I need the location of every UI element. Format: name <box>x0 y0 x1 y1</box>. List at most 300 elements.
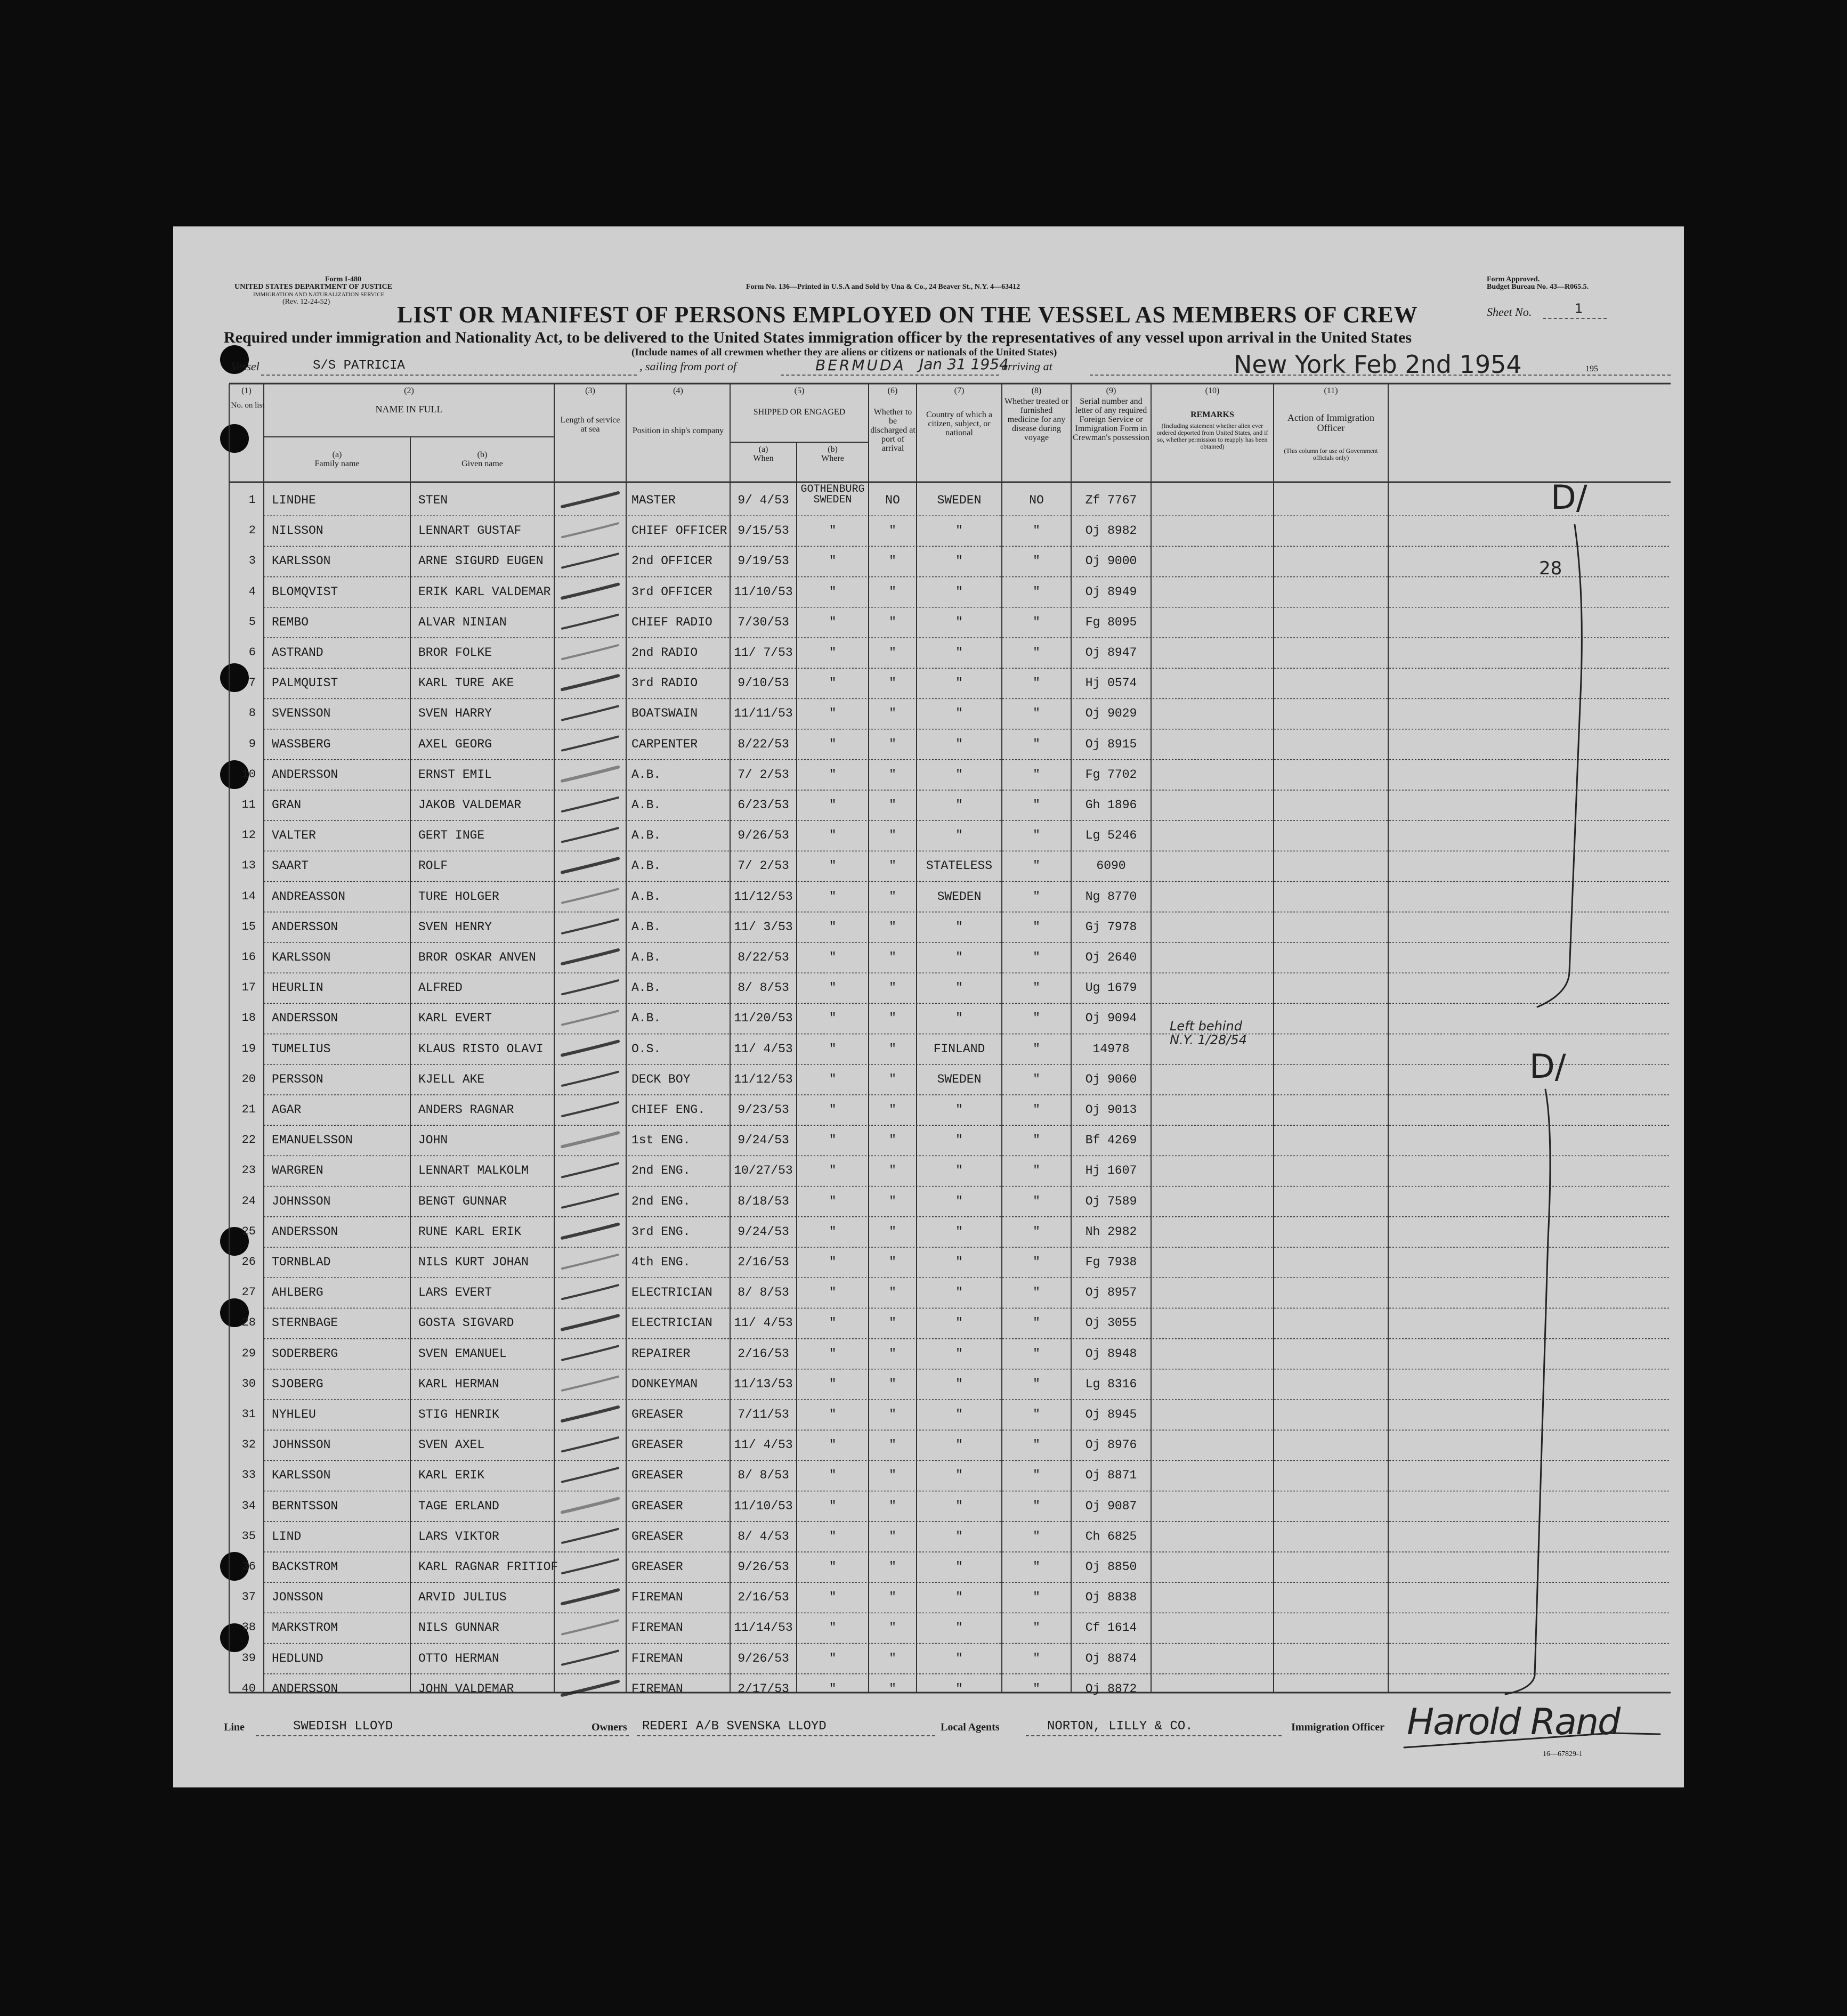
cell-discharge: " <box>889 1651 896 1665</box>
col1-header: No. on list <box>231 401 265 410</box>
form-revision: (Rev. 12-24-52) <box>282 298 330 306</box>
cell-where: " <box>829 646 837 660</box>
col9-header: Serial number and letter of any required Foreign Service or Immigration Form in Crewman's possession <box>1073 397 1149 442</box>
cell-treated: " <box>1033 1438 1040 1452</box>
cell-given: KARL EVERT <box>418 1011 492 1026</box>
cell-position: CHIEF OFFICER <box>631 524 727 538</box>
row-number: 15 <box>241 920 256 933</box>
col8-number: (8) <box>1031 386 1042 395</box>
cell-position: BOATSWAIN <box>631 706 698 721</box>
row-number: 3 <box>248 554 256 568</box>
pen-mark <box>562 1224 618 1238</box>
pen-mark <box>562 1163 618 1177</box>
cell-country: SWEDEN <box>937 1072 982 1086</box>
cell-position: CHIEF ENG. <box>631 1103 706 1117</box>
cell-family: NYHLEU <box>272 1408 316 1421</box>
cell-family: SAART <box>272 859 309 873</box>
cell-given: SVEN EMANUEL <box>418 1346 507 1361</box>
cell-serial: Ug 1679 <box>1085 981 1137 995</box>
cell-family: ANDERSSON <box>272 1681 338 1696</box>
cell-serial: Oj 8874 <box>1085 1651 1137 1665</box>
col3-header: Length of service at sea <box>560 416 620 434</box>
cell-family: ASTRAND <box>272 646 323 660</box>
cell-position: A.B. <box>631 981 661 995</box>
cell-when: 9/26/53 <box>738 1651 789 1665</box>
owners-label: Owners <box>592 1721 627 1733</box>
cell-given: ALVAR NINIAN <box>418 615 507 629</box>
cell-discharge: " <box>889 1255 896 1269</box>
cell-family: TORNBLAD <box>272 1255 331 1269</box>
cell-when: 8/22/53 <box>738 737 789 751</box>
cell-family: JOHNSSON <box>272 1438 331 1452</box>
cell-serial: Oj 9060 <box>1085 1072 1137 1086</box>
cell-country: " <box>955 1590 963 1605</box>
cell-country: " <box>955 798 963 812</box>
cell-when: 2/17/53 <box>738 1681 789 1696</box>
pen-mark <box>562 1315 618 1329</box>
cell-when: 8/ 8/53 <box>738 1468 789 1483</box>
officer-label: Immigration Officer <box>1291 1721 1384 1733</box>
cell-discharge: " <box>889 1346 896 1361</box>
cell-where: " <box>829 1438 837 1452</box>
cell-family: KARLSSON <box>272 950 331 964</box>
owners-underline <box>637 1735 935 1736</box>
cell-discharge: " <box>889 1072 896 1086</box>
col3-number: (3) <box>585 386 595 395</box>
cell-given: SVEN HARRY <box>418 706 492 721</box>
cell-position: A.B. <box>631 798 661 812</box>
cell-treated: " <box>1033 828 1040 843</box>
line-value: SWEDISH LLOYD <box>293 1719 393 1734</box>
cell-when: 7/30/53 <box>738 615 789 629</box>
cell-when: 11/ 4/53 <box>734 1042 793 1056</box>
col5-number: (5) <box>794 386 805 395</box>
col5a-header: (a) When <box>753 445 774 463</box>
cell-country: " <box>955 920 963 934</box>
row-number: 21 <box>241 1103 256 1116</box>
pen-mark <box>562 1437 618 1451</box>
cell-serial: Oj 8982 <box>1085 524 1137 538</box>
row-number: 32 <box>241 1438 256 1452</box>
cell-family: HEURLIN <box>272 981 323 995</box>
cell-country: " <box>955 584 963 599</box>
cell-country: " <box>955 1103 963 1117</box>
cell-country: " <box>955 615 963 629</box>
cell-discharge: " <box>889 859 896 873</box>
cell-family: NILSSON <box>272 524 323 538</box>
cell-discharge: " <box>889 828 896 843</box>
cell-serial: Oj 8947 <box>1085 646 1137 660</box>
cell-serial: Cf 1614 <box>1085 1621 1137 1635</box>
cell-given: KARL HERMAN <box>418 1377 499 1391</box>
cell-position: GREASER <box>631 1408 683 1421</box>
cell-serial: Fg 7938 <box>1085 1255 1137 1269</box>
cell-position: 2nd RADIO <box>631 646 698 660</box>
row-number: 2 <box>248 524 256 538</box>
cell-position: 2nd ENG. <box>631 1164 691 1178</box>
cell-position: A.B. <box>631 889 661 904</box>
cell-where: " <box>829 767 837 782</box>
cell-country: " <box>955 676 963 690</box>
sheet-number: 1 <box>1575 301 1583 316</box>
cell-where: " <box>829 859 837 873</box>
cell-treated: " <box>1033 524 1040 538</box>
cell-country: " <box>955 981 963 995</box>
cell-serial: Ch 6825 <box>1085 1529 1137 1543</box>
sheet-label: Sheet No. <box>1487 305 1532 319</box>
cell-given: JOHN <box>418 1133 448 1148</box>
cell-when: 11/12/53 <box>734 1072 793 1086</box>
col10-number: (10) <box>1205 386 1220 395</box>
cell-when: 11/12/53 <box>734 889 793 904</box>
cell-serial: Oj 8871 <box>1085 1468 1137 1483</box>
remark-left-behind: Left behind N.Y. 1/28/54 <box>1170 1019 1247 1047</box>
cell-family: REMBO <box>272 615 309 629</box>
cell-serial: Oj 8872 <box>1085 1681 1137 1696</box>
cell-given: STEN <box>418 493 448 507</box>
officer-signature: Harold Rand <box>1407 1701 1620 1743</box>
cell-country: " <box>955 767 963 782</box>
cell-when: 9/26/53 <box>738 828 789 843</box>
line-label: Line <box>224 1721 245 1733</box>
cell-when: 9/23/53 <box>738 1103 789 1117</box>
cell-discharge: " <box>889 1194 896 1208</box>
cell-position: FIREMAN <box>631 1651 683 1665</box>
cell-treated: " <box>1033 1194 1040 1208</box>
pen-mark <box>562 554 618 567</box>
cell-discharge: " <box>889 737 896 751</box>
cell-given: KARL ERIK <box>418 1468 485 1483</box>
cell-position: 1st ENG. <box>631 1133 691 1148</box>
row-number: 10 <box>241 767 256 781</box>
pen-mark <box>562 676 618 689</box>
cell-discharge: " <box>889 1621 896 1635</box>
cell-serial: Bf 4269 <box>1085 1133 1137 1148</box>
row-number: 38 <box>241 1621 256 1635</box>
cell-serial: Oj 7589 <box>1085 1194 1137 1208</box>
cell-family: BLOMQVIST <box>272 584 338 599</box>
cell-treated: " <box>1033 1224 1040 1239</box>
cell-when: 7/ 2/53 <box>738 767 789 782</box>
cell-where: " <box>829 1164 837 1178</box>
cell-family: EMANUELSSON <box>272 1133 353 1148</box>
cell-where: " <box>829 584 837 599</box>
cell-when: 10/27/53 <box>734 1164 793 1178</box>
cell-given: OTTO HERMAN <box>418 1651 499 1665</box>
cell-country: " <box>955 950 963 964</box>
cell-treated: " <box>1033 1316 1040 1330</box>
cell-discharge: " <box>889 1499 896 1513</box>
cell-treated: " <box>1033 1377 1040 1391</box>
agents-label: Local Agents <box>941 1721 1000 1733</box>
cell-position: A.B. <box>631 828 661 843</box>
cell-family: SODERBERG <box>272 1346 338 1361</box>
cell-given: JAKOB VALDEMAR <box>418 798 522 812</box>
cell-country: FINLAND <box>933 1042 985 1056</box>
cell-treated: " <box>1033 859 1040 873</box>
cell-when: 7/11/53 <box>738 1408 789 1421</box>
cell-serial: Oj 8976 <box>1085 1438 1137 1452</box>
col9-number: (9) <box>1106 386 1116 395</box>
row-number: 1 <box>248 493 256 507</box>
budget-bureau: Budget Bureau No. 43—R065.5. <box>1487 283 1589 291</box>
cell-given: KLAUS RISTO OLAVI <box>418 1042 544 1056</box>
department: UNITED STATES DEPARTMENT OF JUSTICE <box>234 283 392 291</box>
cell-discharge: " <box>889 1560 896 1574</box>
manifest-subtitle: Required under immigration and Nationality Act, to be delivered to the United States immigration officer by the representatives of any vessel upon arrival in the United States <box>224 329 1412 346</box>
pen-mark <box>562 1194 618 1208</box>
bracket-line <box>1537 525 1582 1007</box>
pen-mark <box>562 1651 618 1665</box>
cell-where: " <box>829 1560 837 1574</box>
cell-given: RUNE KARL ERIK <box>418 1224 522 1239</box>
cell-discharge: " <box>889 1529 896 1543</box>
cell-serial: Lg 8316 <box>1085 1377 1137 1391</box>
cell-given: JOHN VALDEMAR <box>418 1681 514 1696</box>
cell-discharge: " <box>889 889 896 904</box>
cell-family: HEDLUND <box>272 1651 323 1665</box>
pen-mark <box>562 1255 618 1269</box>
cell-position: A.B. <box>631 950 661 964</box>
pen-mark <box>562 1102 618 1116</box>
cell-where: " <box>829 1133 837 1148</box>
cell-country: " <box>955 1529 963 1543</box>
cell-where: " <box>829 524 837 538</box>
cell-discharge: " <box>889 1133 896 1148</box>
row-number: 23 <box>241 1164 256 1177</box>
cell-when: 8/ 8/53 <box>738 981 789 995</box>
cell-discharge: " <box>889 1438 896 1452</box>
cell-when: 9/19/53 <box>738 554 789 568</box>
cell-discharge: " <box>889 1681 896 1696</box>
cell-given: KARL RAGNAR FRITIOF <box>418 1560 558 1574</box>
cell-discharge: " <box>889 798 896 812</box>
cell-country: " <box>955 1164 963 1178</box>
cell-position: DONKEYMAN <box>631 1377 698 1391</box>
cell-family: ANDREASSON <box>272 889 346 904</box>
cell-given: ARNE SIGURD EUGEN <box>418 554 544 568</box>
cell-discharge: NO <box>885 493 900 507</box>
cell-where: " <box>829 1681 837 1696</box>
cell-where: " <box>829 1255 837 1269</box>
cell-discharge: " <box>889 646 896 660</box>
cell-treated: " <box>1033 1681 1040 1696</box>
pen-mark <box>562 950 618 964</box>
cell-position: MASTER <box>631 493 676 507</box>
col4-number: (4) <box>673 386 683 395</box>
col8-header: Whether treated or furnished medicine for any disease during voyage <box>1004 397 1068 442</box>
cell-discharge: " <box>889 1377 896 1391</box>
cell-treated: " <box>1033 1164 1040 1178</box>
cell-where: " <box>829 1468 837 1483</box>
row-number: 40 <box>241 1681 256 1695</box>
cell-where: " <box>829 1529 837 1543</box>
cell-family: JOHNSSON <box>272 1194 331 1208</box>
cell-when: 11/13/53 <box>734 1377 793 1391</box>
cell-position: 2nd OFFICER <box>631 554 712 568</box>
owners-value: REDERI A/B SVENSKA LLOYD <box>642 1719 827 1734</box>
cell-serial: Oj 2640 <box>1085 950 1137 964</box>
cell-treated: " <box>1033 1499 1040 1513</box>
cell-serial: Oj 8850 <box>1085 1560 1137 1574</box>
col2-header: NAME IN FULL <box>375 404 443 414</box>
cell-discharge: " <box>889 584 896 599</box>
cell-serial: Gj 7978 <box>1085 920 1137 934</box>
cell-given: ERNST EMIL <box>418 767 492 782</box>
cell-country: " <box>955 646 963 660</box>
cell-given: KJELL AKE <box>418 1072 485 1086</box>
pen-mark <box>562 706 618 720</box>
cell-treated: " <box>1033 1468 1040 1483</box>
cell-when: 9/10/53 <box>738 676 789 690</box>
cell-family: KARLSSON <box>272 554 331 568</box>
col10-note: (Including statement whether alien ever ordered deported from United States, and if so, whether permission to reapply has been obtained) <box>1156 422 1268 450</box>
row-number: 31 <box>241 1408 256 1421</box>
cell-position: A.B. <box>631 859 661 873</box>
cell-discharge: " <box>889 1103 896 1117</box>
year-suffix: 195 <box>1585 364 1598 373</box>
cell-family: MARKSTROM <box>272 1621 338 1635</box>
bracket-line <box>1505 1090 1550 1694</box>
cell-given: SVEN HENRY <box>418 920 492 934</box>
cell-position: CARPENTER <box>631 737 698 751</box>
row-number: 22 <box>241 1133 256 1147</box>
cell-serial: 14978 <box>1092 1042 1130 1056</box>
cell-serial: Hj 1607 <box>1085 1164 1137 1178</box>
cell-family: ANDERSSON <box>272 767 338 782</box>
cell-position: GREASER <box>631 1499 683 1513</box>
cell-given: BROR OSKAR ANVEN <box>418 950 536 964</box>
col2a-header: (a) Family name <box>314 450 360 468</box>
cell-where: " <box>829 920 837 934</box>
crew-count: 28 <box>1539 558 1562 579</box>
cell-position: 3rd OFFICER <box>631 584 712 599</box>
cell-when: 9/15/53 <box>738 524 789 538</box>
manifest-note: (Include names of all crewmen whether they are aliens or citizens or nationals of the United States) <box>631 347 1057 358</box>
cell-country: " <box>955 1224 963 1239</box>
cell-treated: " <box>1033 554 1040 568</box>
cell-given: TAGE ERLAND <box>418 1499 499 1513</box>
row-number: 7 <box>248 676 256 690</box>
row-number: 4 <box>248 584 256 598</box>
cell-country: " <box>955 524 963 538</box>
cell-position: GREASER <box>631 1529 683 1543</box>
cell-given: NILS GUNNAR <box>418 1621 499 1635</box>
cell-country: " <box>955 1255 963 1269</box>
pen-mark <box>562 523 618 537</box>
arrival-port-date: New York Feb 2nd 1954 <box>1234 350 1522 379</box>
cell-position: CHIEF RADIO <box>631 615 712 629</box>
cell-where: " <box>829 1103 837 1117</box>
pen-mark <box>562 1377 618 1391</box>
cell-position: O.S. <box>631 1042 661 1056</box>
cell-treated: " <box>1033 1529 1040 1543</box>
cell-serial: Oj 8838 <box>1085 1590 1137 1605</box>
col7-number: (7) <box>954 386 965 395</box>
cell-position: A.B. <box>631 767 661 782</box>
cell-position: ELECTRICIAN <box>631 1286 712 1300</box>
cell-when: 11/10/53 <box>734 584 793 599</box>
cell-serial: Lg 5246 <box>1085 828 1137 843</box>
cell-when: 11/ 3/53 <box>734 920 793 934</box>
col4-header: Position in ship's company <box>632 426 724 435</box>
cell-family: PERSSON <box>272 1072 323 1086</box>
row-number: 17 <box>241 981 256 995</box>
cell-given: ALFRED <box>418 981 463 995</box>
cell-given: ERIK KARL VALDEMAR <box>418 584 551 599</box>
cell-when: 11/20/53 <box>734 1011 793 1026</box>
pen-mark <box>562 1133 618 1147</box>
cell-discharge: " <box>889 1286 896 1300</box>
cell-serial: Oj 9029 <box>1085 706 1137 721</box>
cell-serial: Oj 9000 <box>1085 554 1137 568</box>
cell-when: 2/16/53 <box>738 1590 789 1605</box>
cell-treated: " <box>1033 798 1040 812</box>
cell-treated: " <box>1033 920 1040 934</box>
cell-family: AHLBERG <box>272 1286 323 1300</box>
cell-discharge: " <box>889 524 896 538</box>
row-number: 18 <box>241 1011 256 1025</box>
cell-when: 8/ 4/53 <box>738 1529 789 1543</box>
cell-serial: Ng 8770 <box>1085 889 1137 904</box>
cell-treated: " <box>1033 950 1040 964</box>
pen-mark <box>562 737 618 751</box>
cell-position: 4th ENG. <box>631 1255 691 1269</box>
cell-where: " <box>829 1377 837 1391</box>
cell-treated: " <box>1033 1103 1040 1117</box>
cell-treated: " <box>1033 1255 1040 1269</box>
pen-mark <box>562 1011 618 1025</box>
cell-given: BROR FOLKE <box>418 646 492 660</box>
pen-mark <box>562 615 618 629</box>
col6-header: Whether to be discharged at port of arrival <box>870 408 916 453</box>
cell-discharge: " <box>889 676 896 690</box>
cell-when: 11/ 4/53 <box>734 1438 793 1452</box>
cell-treated: " <box>1033 889 1040 904</box>
pen-mark <box>562 828 618 842</box>
cell-country: " <box>955 1408 963 1421</box>
col1-number: (1) <box>241 386 252 395</box>
cell-family: AGAR <box>272 1103 302 1117</box>
pen-mark <box>562 980 618 994</box>
col5-header: SHIPPED OR ENGAGED <box>753 408 846 417</box>
form-approved: Form Approved. <box>1487 275 1540 283</box>
cell-position: DECK BOY <box>631 1072 691 1086</box>
cell-serial: Oj 9087 <box>1085 1499 1137 1513</box>
cell-family: STERNBAGE <box>272 1316 338 1330</box>
cell-given: TURE HOLGER <box>418 889 499 904</box>
cell-where: GOTHENBURG SWEDEN <box>800 483 865 506</box>
cell-when: 2/16/53 <box>738 1255 789 1269</box>
cell-when: 8/ 8/53 <box>738 1286 789 1300</box>
col2-number: (2) <box>404 386 414 395</box>
pen-mark <box>562 1407 618 1421</box>
cell-where: " <box>829 1590 837 1605</box>
cell-where: " <box>829 828 837 843</box>
cell-serial: Oj 9094 <box>1085 1011 1137 1026</box>
cell-country: " <box>955 1316 963 1330</box>
cell-discharge: " <box>889 950 896 964</box>
arriving-label: arriving at <box>1002 360 1052 373</box>
cell-discharge: " <box>889 767 896 782</box>
col11-header: Action of Immigration Officer <box>1287 412 1374 433</box>
cell-family: ANDERSSON <box>272 920 338 934</box>
pen-mark <box>562 1346 618 1360</box>
cell-family: GRAN <box>272 798 302 812</box>
vessel-label: Vessel <box>231 360 260 373</box>
cell-when: 9/24/53 <box>738 1224 789 1239</box>
cell-where: " <box>829 615 837 629</box>
